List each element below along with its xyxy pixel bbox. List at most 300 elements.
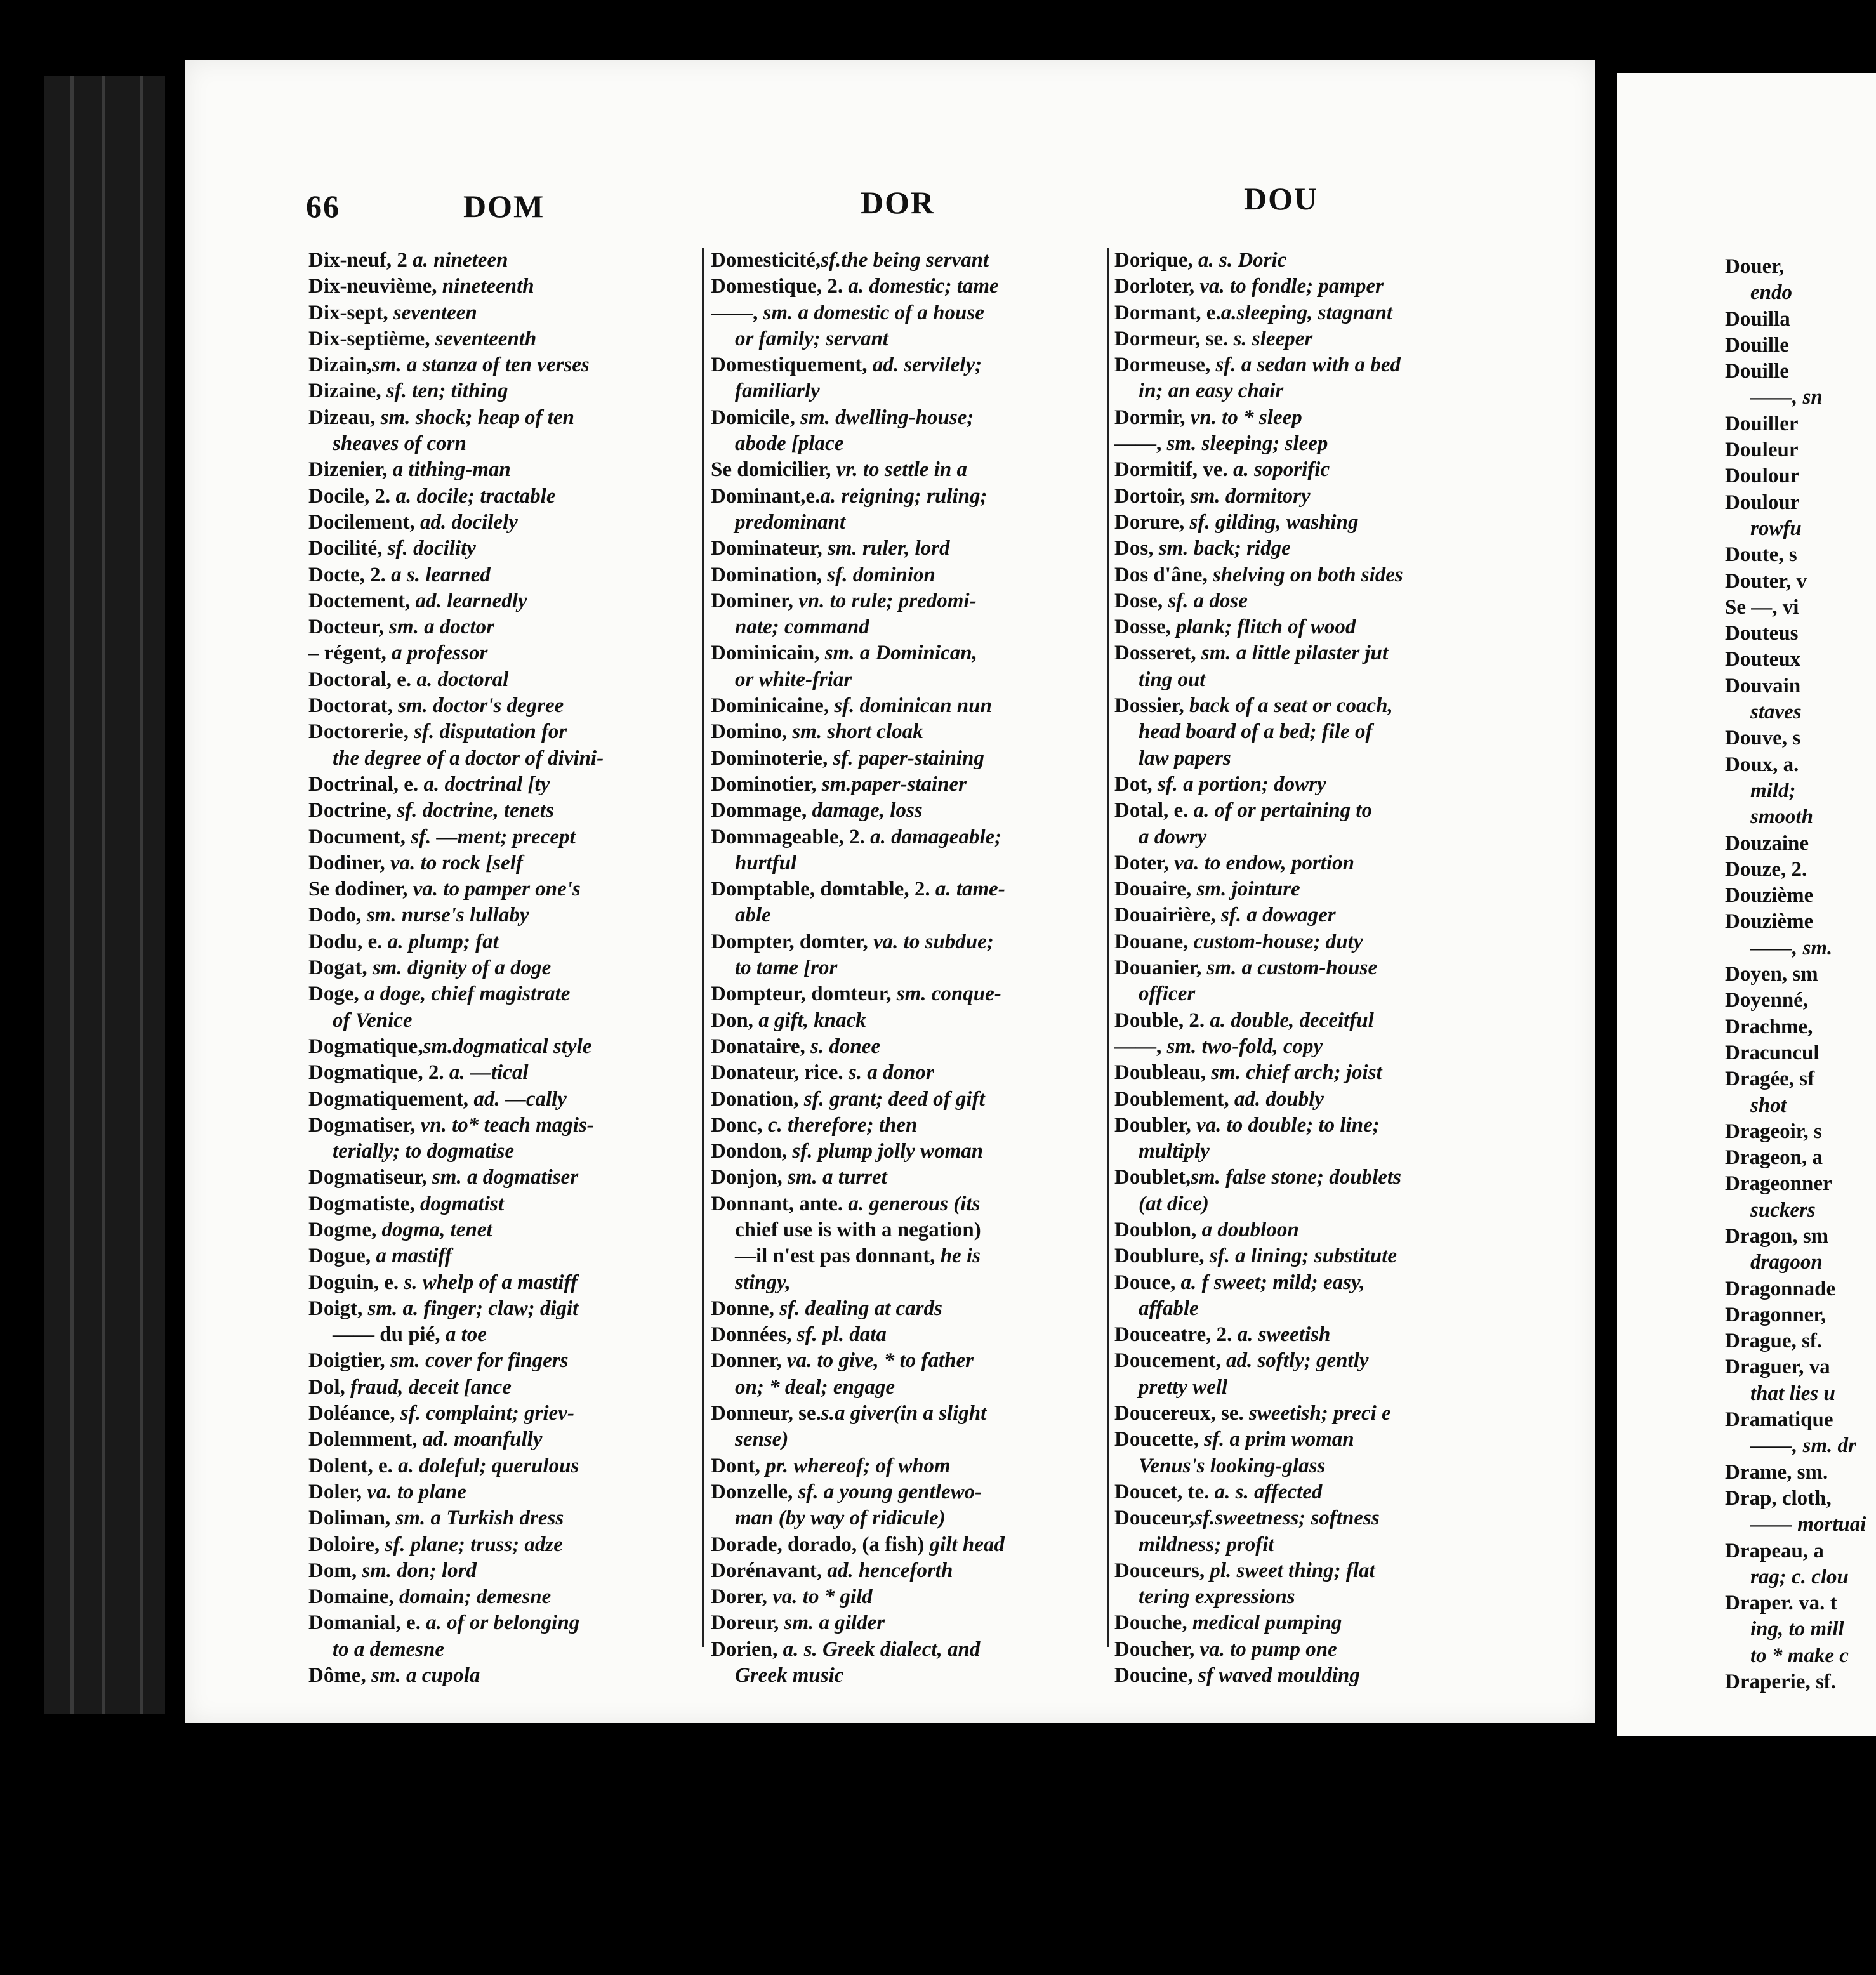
definition: ad. doubly (1229, 1087, 1324, 1111)
dictionary-entry-line (1114, 667, 1495, 693)
definition: dogmatist (414, 1192, 504, 1215)
dictionary-entry-line (1114, 1663, 1495, 1689)
definition: a. —tical (444, 1061, 529, 1085)
dictionary-entry-line (1114, 510, 1495, 536)
definition: sm. a Dominican, (819, 642, 977, 665)
dictionary-entry-line (711, 1663, 1103, 1689)
facing-entry-line: smooth (1750, 805, 1814, 829)
definition: sf. dominican nun (829, 694, 992, 718)
dictionary-entry-line (711, 536, 1103, 562)
definition: law papers (1139, 746, 1231, 770)
dictionary-entry-line (711, 667, 1103, 693)
dictionary-entry-line (711, 981, 1103, 1007)
dictionary-entry-line (308, 719, 697, 745)
definition: head board of a bed; file of (1139, 720, 1373, 744)
definition: sm. a gilder (779, 1611, 885, 1635)
headword: Doliman, (308, 1507, 391, 1530)
headword: Dom, (308, 1559, 357, 1582)
facing-entry-line: that lies u (1750, 1382, 1835, 1405)
definition: ad. moanfully (417, 1428, 543, 1451)
center-guide-word: DOR (861, 185, 935, 220)
dictionary-entry-line (711, 1008, 1103, 1034)
facing-entry-line: Drageon, a (1725, 1146, 1823, 1170)
dictionary-entry-line (1114, 902, 1495, 928)
definition: sm. a turret (782, 1166, 887, 1189)
headword: Douairière, (1114, 904, 1216, 927)
headword: Doléance, (308, 1402, 395, 1425)
definition: ad. learnedly (410, 589, 527, 612)
headword: Domestiquement, (711, 353, 868, 377)
definition: vn. to * sleep (1185, 406, 1302, 429)
dictionary-entry-line (711, 1348, 1103, 1374)
facing-entry-line: Dramatique (1725, 1408, 1833, 1432)
headword: Douceurs, (1114, 1559, 1205, 1582)
headword: Douche, (1114, 1611, 1187, 1635)
definition: sm. cover for fingers (385, 1349, 569, 1373)
headword: Dogmatique, 2. (308, 1061, 444, 1085)
headword: Douaire, (1114, 878, 1192, 901)
dictionary-entry-line (1114, 1479, 1495, 1505)
dictionary-entry-line (711, 719, 1103, 745)
headword: Dogmatiser, (308, 1113, 416, 1137)
definition: a doge, chief magistrate (359, 982, 571, 1006)
dictionary-entry-line (308, 614, 697, 640)
column-rule (1107, 248, 1109, 1647)
definition: sf. —ment; precept (406, 825, 576, 849)
definition: va. to rock [self (385, 851, 523, 875)
headword: Dominicain, (711, 642, 820, 665)
dictionary-entry-line (1114, 562, 1495, 588)
dictionary-entry-line (711, 457, 1103, 483)
headword: Donzelle, (711, 1480, 793, 1503)
facing-entry-line: Dragon, sm (1725, 1224, 1829, 1248)
definition: sm. dormitory (1185, 484, 1311, 508)
definition: sm. dignity of a doge (367, 956, 552, 980)
headword: Dormeuse, (1114, 353, 1211, 377)
definition: multiply (1139, 1140, 1210, 1163)
headword: Dompter, domter, (711, 930, 868, 953)
facing-entry-line: Dragonnade (1725, 1277, 1836, 1300)
definition: sf. plump jolly woman (787, 1140, 984, 1163)
headword: Dossier, (1114, 694, 1184, 718)
facing-entry-line: rowfu (1750, 517, 1802, 540)
headword: Dominant,e. (711, 484, 821, 508)
dictionary-entry-line (308, 929, 697, 955)
definition: a. nineteen (407, 249, 508, 272)
dictionary-entry-line (1114, 1034, 1495, 1060)
dictionary-entry-line (711, 1139, 1103, 1165)
definition: sense) (735, 1428, 789, 1451)
headword: Dormeur, se. (1114, 327, 1229, 350)
dictionary-entry-line (1114, 798, 1495, 824)
definition: a. soporific (1227, 458, 1330, 482)
dictionary-entry-line (308, 1479, 697, 1505)
definition: sm. two-fold, copy (1161, 1034, 1323, 1058)
headword: Doigtier, (308, 1349, 385, 1373)
headword: Doucher, (1114, 1637, 1195, 1661)
dictionary-entry-line (711, 1453, 1103, 1479)
dictionary-entry-line (308, 824, 697, 850)
facing-entry-line: Doyen, sm (1725, 963, 1818, 986)
facing-entry-line: Doulour (1725, 491, 1800, 514)
definition: sf. a lining; substitute (1204, 1245, 1397, 1268)
dictionary-entry-line (1114, 719, 1495, 745)
dictionary-entry-line (711, 929, 1103, 955)
headword: Donneur, se. (711, 1402, 821, 1425)
dictionary-entry-line (1114, 588, 1495, 614)
definition: affable (1139, 1297, 1199, 1320)
headword: Dortoir, (1114, 484, 1186, 508)
definition: back of a seat or coach, (1184, 694, 1393, 718)
facing-entry-line: rag; c. clou (1750, 1565, 1849, 1589)
dictionary-entry-line (1114, 876, 1495, 902)
definition: va. to * gild (767, 1585, 873, 1609)
dictionary-entry-line (1114, 484, 1495, 510)
dictionary-entry-line (1114, 536, 1495, 562)
definition: on; * deal; engage (735, 1375, 895, 1399)
dictionary-entry-line (711, 1087, 1103, 1113)
facing-entry-line: ——, sn (1750, 386, 1823, 409)
facing-entry-line: Douve, s (1725, 727, 1801, 750)
definition: sf waved moulding (1192, 1664, 1360, 1688)
dictionary-entry-line (711, 1243, 1103, 1269)
headword: Dose, (1114, 589, 1163, 612)
headword: Doctorerie, (308, 720, 409, 744)
definition: sm. false stone; doublets (1191, 1166, 1401, 1189)
dictionary-entry-line (711, 850, 1103, 876)
dictionary-entry-line (308, 431, 697, 457)
binding-edge (140, 76, 143, 1714)
definition: s. whelp of a mastiff (399, 1271, 578, 1294)
dictionary-entry-line (1114, 981, 1495, 1007)
dictionary-entry-line (308, 1191, 697, 1217)
definition: sf. gilding, washing (1184, 510, 1359, 534)
definition: abode [place (735, 432, 844, 456)
facing-entry-line: dragoon (1750, 1251, 1823, 1274)
dictionary-entry-line (711, 484, 1103, 510)
definition: vr. to settle in a (831, 458, 967, 482)
facing-entry-line: Douze, 2. (1725, 857, 1807, 881)
definition: sm. don; lord (357, 1559, 477, 1582)
definition: terially; to dogmatise (333, 1140, 514, 1163)
headword: ——, (711, 301, 758, 324)
dictionary-entry-line (711, 1375, 1103, 1401)
facing-entry-line: Draguer, va (1725, 1356, 1830, 1379)
headword: Doucette, (1114, 1428, 1199, 1451)
facing-entry-line: Douille (1725, 333, 1789, 357)
dictionary-entry-line (308, 902, 697, 928)
headword: Doucet, te. (1114, 1480, 1210, 1503)
dictionary-entry-line (1114, 1558, 1495, 1584)
headword: Donne, (711, 1297, 774, 1320)
definition: sf. a dose (1163, 589, 1248, 612)
definition: pretty well (1139, 1375, 1228, 1399)
dictionary-entry-line (308, 1348, 697, 1374)
headword: chief use is with a negation) (735, 1218, 981, 1241)
definition: sm. a dogmatiser (426, 1166, 579, 1189)
headword: Doigt, (308, 1297, 363, 1320)
definition: sm. nurse's lullaby (361, 904, 529, 927)
headword: Dont, (711, 1454, 760, 1477)
definition: predominant (735, 510, 846, 534)
dictionary-entry-line (711, 1610, 1103, 1636)
headword: Doucement, (1114, 1349, 1221, 1373)
definition: ad. henceforth (822, 1559, 953, 1582)
dictionary-entry-line (1114, 1113, 1495, 1139)
definition: pl. sweet thing; flat (1205, 1559, 1375, 1582)
definition: a. tame- (930, 878, 1005, 901)
definition: a doubloon (1196, 1218, 1299, 1241)
dictionary-entry-line (1114, 300, 1495, 326)
definition: sm.dogmatical style (423, 1034, 592, 1058)
definition: (at dice) (1139, 1192, 1209, 1215)
facing-entry-line: Dracuncul (1725, 1041, 1820, 1064)
definition: sheaves of corn (333, 432, 466, 456)
headword: Dodu, e. (308, 930, 383, 953)
headword: Doloire, (308, 1533, 380, 1556)
definition: damage, loss (807, 799, 923, 822)
definition: sf. dealing at cards (774, 1297, 942, 1320)
headword: Dogmatique, (308, 1034, 423, 1058)
headword: Doucereux, se. (1114, 1402, 1244, 1425)
headword: Donjon, (711, 1166, 783, 1189)
dictionary-entry-line (308, 1663, 697, 1689)
dictionary-entry-line (308, 981, 697, 1007)
dictionary-entry-line (1114, 1637, 1495, 1663)
definition: c. therefore; then (762, 1113, 918, 1137)
headword: Domination, (711, 563, 822, 586)
dictionary-entry-line (711, 1401, 1103, 1427)
headword: Dogme, (308, 1218, 377, 1241)
dictionary-entry-line (308, 405, 697, 431)
dictionary-entry-line (1114, 614, 1495, 640)
dictionary-entry-line (1114, 1139, 1495, 1165)
headword: Dôme, (308, 1664, 366, 1688)
facing-entry-line: Douter, v (1725, 569, 1807, 593)
definition: vn. to rule; predomi- (793, 589, 977, 612)
definition: a. docile; tractable (390, 484, 556, 508)
dictionary-entry-line (711, 1113, 1103, 1139)
dictionary-entry-line (1114, 1243, 1495, 1269)
definition: the degree of a doctor of divini- (333, 746, 604, 770)
headword: —il n'est pas donnant, (735, 1245, 935, 1268)
definition: able (735, 904, 771, 927)
headword: Docilement, (308, 510, 415, 534)
definition: a. doctrinal [ty (418, 772, 550, 796)
right-guide-word: DOU (1244, 181, 1319, 216)
headword: Doublure, (1114, 1245, 1205, 1268)
dictionary-entry-line (711, 1060, 1103, 1086)
dictionary-entry-line (308, 274, 697, 300)
definition: or white-friar (735, 668, 852, 691)
definition: a toe (440, 1323, 487, 1347)
dictionary-entry-line (1114, 850, 1495, 876)
headword: Dorique, (1114, 249, 1193, 272)
dictionary-entry-line (711, 248, 1103, 274)
headword: Dorer, (711, 1585, 767, 1609)
dictionary-entry-line (308, 1427, 697, 1453)
headword: Dizeau, (308, 406, 376, 429)
definition: ad. docilely (414, 510, 518, 534)
dictionary-entry-line (1114, 746, 1495, 772)
definition: va. to give, * to father (781, 1349, 974, 1373)
headword: Donnant, ante. (711, 1192, 843, 1215)
facing-entry-line: Douille (1725, 360, 1789, 383)
dictionary-entry-line (1114, 352, 1495, 378)
definition: dogma, tenet (376, 1218, 492, 1241)
definition: sf. dominion (822, 563, 935, 586)
definition: sf.sweetness; softness (1194, 1507, 1380, 1530)
facing-entry-line: Doyenné, (1725, 989, 1809, 1012)
headword: Se domicilier, (711, 458, 831, 482)
dictionary-entry-line (711, 562, 1103, 588)
dictionary-entry-line (308, 746, 697, 772)
definition: a mastiff (371, 1245, 452, 1268)
dictionary-entry-line (1114, 1532, 1495, 1558)
dictionary-entry-line (1114, 1165, 1495, 1191)
dictionary-entry-line (308, 1296, 697, 1322)
headword: Dominer, (711, 589, 793, 612)
definition: va. to subdue; (868, 930, 994, 953)
dictionary-entry-line (308, 1584, 697, 1610)
headword: Dos d'âne, (1114, 563, 1208, 586)
dictionary-entry-line (308, 326, 697, 352)
definition: sf. a dowager (1215, 904, 1336, 927)
dictionary-entry-line (1114, 772, 1495, 798)
dictionary-entry-line (711, 510, 1103, 536)
dictionary-entry-line (1114, 1087, 1495, 1113)
dictionary-entry-line (308, 588, 697, 614)
headword: Doter, (1114, 851, 1169, 875)
headword: Dizaine, (308, 380, 381, 403)
definition: s.a giver(in a slight (821, 1402, 987, 1425)
definition: sf.the being servant (821, 249, 989, 272)
definition: sf. plane; truss; adze (380, 1533, 563, 1556)
definition: tering expressions (1139, 1585, 1295, 1609)
headword: Domanial, e. (308, 1611, 421, 1635)
definition: sf. docility (382, 537, 476, 560)
definition: to tame [ror (735, 956, 838, 980)
definition: sf. doctrine, tenets (392, 799, 554, 822)
dictionary-entry-line (1114, 326, 1495, 352)
facing-entry-line: Drageoir, s (1725, 1120, 1822, 1143)
dictionary-entry-line (1114, 1584, 1495, 1610)
facing-entry-line: Drame, sm. (1725, 1460, 1828, 1484)
headword: Dorénavant, (711, 1559, 822, 1582)
dictionary-entry-line (308, 1165, 697, 1191)
headword: Dorure, (1114, 510, 1185, 534)
definition: hurtful (735, 851, 797, 875)
dictionary-entry-line (711, 1034, 1103, 1060)
headword: Docteur, (308, 616, 384, 639)
definition: a. doctoral (411, 668, 509, 691)
dictionary-entry-line (308, 798, 697, 824)
headword: Docilité, (308, 537, 383, 560)
definition: sf. a young gentlewo- (793, 1480, 982, 1503)
facing-entry-line: Draper. va. t (1725, 1592, 1837, 1615)
dictionary-entry-line (1114, 248, 1495, 274)
definition: sf. a portion; dowry (1152, 772, 1326, 796)
dictionary-entry-line (308, 955, 697, 981)
definition: va. to pump one (1194, 1637, 1337, 1661)
dictionary-entry-line (1114, 405, 1495, 431)
definition: to a demesne (333, 1637, 444, 1661)
facing-entry-line: Douiller (1725, 412, 1799, 435)
headword: Doctrine, (308, 799, 392, 822)
definition: sm. back; ridge (1153, 537, 1291, 560)
headword: Donc, (711, 1113, 763, 1137)
definition: sweetish; preci e (1243, 1402, 1391, 1425)
dictionary-entry-line (1114, 1217, 1495, 1243)
dictionary-entry-line (1114, 1453, 1495, 1479)
headword: ——, (1114, 1034, 1162, 1058)
definition: sm. shock; heap of ten (375, 406, 574, 429)
dictionary-entry-line (308, 1008, 697, 1034)
dictionary-entry-line (711, 352, 1103, 378)
facing-entry-line: Drapeau, a (1725, 1539, 1824, 1562)
dictionary-entry-line (308, 772, 697, 798)
headword: Dorade, dorado, (a fish) (711, 1533, 925, 1556)
dictionary-entry-line (1114, 1610, 1495, 1636)
dictionary-entry-line (711, 1165, 1103, 1191)
headword: Domptable, domtable, 2. (711, 878, 930, 901)
definition: sm. dwelling-house; (795, 406, 974, 429)
headword: Dommageable, 2. (711, 825, 865, 849)
definition: sm. a stanza of ten verses (371, 353, 590, 377)
headword: Doublet, (1114, 1166, 1191, 1189)
facing-entry-line: Drague, sf. (1725, 1330, 1823, 1353)
definition: familiarly (735, 380, 820, 403)
definition: sm. a Turkish dress (390, 1507, 564, 1530)
definition: a dowry (1139, 825, 1207, 849)
headword: Dompteur, domteur, (711, 982, 892, 1006)
dictionary-entry-line (1114, 378, 1495, 404)
headword: Donation, (711, 1087, 799, 1111)
headword: Dizain, (308, 353, 372, 377)
definition: a. generous (its (843, 1192, 981, 1215)
dictionary-entry-line (308, 1034, 697, 1060)
definition: a. f sweet; mild; easy, (1175, 1271, 1365, 1294)
definition: a. of or belonging (420, 1611, 580, 1635)
headword: Domesticité, (711, 249, 821, 272)
headword: ——, (1114, 432, 1162, 456)
headword: Dogue, (308, 1245, 371, 1268)
headword: Douceur, (1114, 1507, 1195, 1530)
definition: officer (1139, 982, 1196, 1006)
headword: Dogmatiquement, (308, 1087, 469, 1111)
headword: Dormir, (1114, 406, 1186, 429)
headword: Douceatre, 2. (1114, 1323, 1232, 1347)
dictionary-entry-line (711, 640, 1103, 666)
dictionary-entry-line (308, 1113, 697, 1139)
headword: Douanier, (1114, 956, 1202, 980)
definition: ad. softly; gently (1220, 1349, 1369, 1373)
dictionary-entry-line (1114, 1060, 1495, 1086)
headword: – régent, (308, 642, 386, 665)
dictionary-entry-line (711, 746, 1103, 772)
dictionary-entry-line (711, 955, 1103, 981)
headword: Dosse, (1114, 616, 1171, 639)
headword: Dondon, (711, 1140, 788, 1163)
binding-edge (70, 76, 74, 1714)
dictionary-entry-line (711, 326, 1103, 352)
dictionary-entry-line (308, 300, 697, 326)
headword: Doublement, (1114, 1087, 1229, 1111)
facing-entry-line: Douteux (1725, 648, 1801, 671)
book-binding (44, 76, 165, 1714)
definition: a. s. Greek dialect, and (777, 1637, 981, 1661)
dictionary-entry-line (308, 876, 697, 902)
